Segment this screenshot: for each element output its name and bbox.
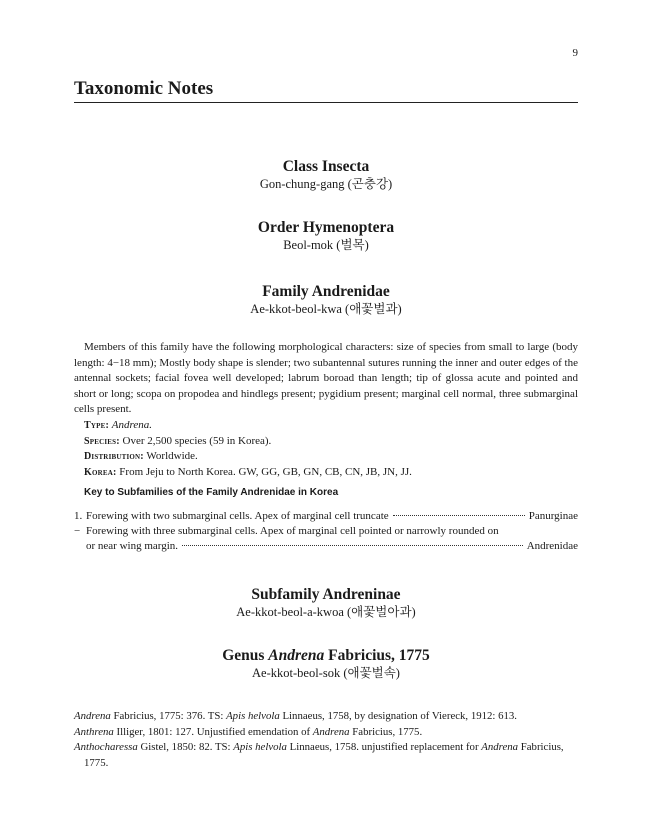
subfamily-heading (74, 585, 578, 620)
key-couplet (74, 524, 578, 539)
couplet-continuation (74, 539, 578, 554)
synonym-entry: Andrena Fabricius, 1775: 376. TS: Apis helvola Linnaeus, 1758, by designation of Viereck, 1912: 613. (74, 710, 518, 722)
distribution-field (74, 449, 578, 465)
page-number: 9 (572, 47, 578, 59)
family-description-block (74, 340, 578, 480)
family-description: Members of this family have the following morphological characters: size of species from small to large (body length: 4−18 mm); Mostly body shape is slender; two subantennal sutures running the inner and outer edges of the antennal sockets; facial fovea well developed; labrum boroad than length; tip of glossa acute and pointed and short or long; scopa on propodea and hindlegs present; pygidium present; marginal cell normal, three submarginal cells present. (74, 341, 578, 416)
dot-leader (182, 545, 523, 546)
korea-value: From Jeju to North Korea. GW, GG, GB, GN, CB, CN, JB, JN, JJ. (119, 465, 412, 478)
species-value: Over 2,500 species (59 in Korea). (122, 434, 272, 447)
synonym-entry: Anthocharessa Gistel, 1850: 82. TS: Apis helvola Linnaeus, 1758. unjustified replacement for Andrena Fabricius, 1775. (74, 741, 564, 769)
dot-leader (393, 515, 525, 516)
section-title: Taxonomic Notes (74, 78, 578, 103)
type-label: Type: (84, 419, 109, 431)
synonymy-list (74, 709, 578, 771)
key-heading: Key to Subfamilies of the Family Andrenidae in Korea (84, 487, 339, 498)
species-label: Species: (84, 435, 120, 447)
couplet-target: Panurginae (528, 510, 578, 522)
synonym-entry: Anthrena Illiger, 1801: 127. Unjustified emendation of Andrena Fabricius, 1775. (74, 725, 423, 738)
family-korean-name: Ae-kkot-beol-kwa (애꽃벌과) (250, 302, 402, 316)
class-heading (74, 157, 578, 192)
genus-name: Genus Andrena Fabricius, 1775 (222, 647, 430, 664)
genus-korean-name: Ae-kkot-beol-sok (애꽃벌속) (252, 666, 400, 680)
type-field (74, 418, 578, 434)
type-value: Andrena. (111, 418, 152, 431)
key-couplets (74, 509, 578, 554)
couplet-target: Andrenidae (526, 540, 578, 552)
key-couplet (74, 509, 578, 524)
class-korean-name: Gon-chung-gang (곤충강) (259, 177, 393, 191)
species-field (74, 434, 578, 450)
family-heading (74, 282, 578, 317)
distribution-label: Distribution: (84, 451, 144, 463)
korea-label: Korea: (84, 466, 117, 478)
korea-field (74, 465, 578, 481)
order-korean-name: Beol-mok (벌목) (283, 238, 369, 252)
couplet-text: Forewing with two submarginal cells. Apex of marginal cell truncate (86, 510, 389, 522)
order-heading (74, 218, 578, 253)
couplet-number: − (74, 525, 81, 537)
couplet-text-continued: or near wing margin. (86, 540, 179, 552)
genus-heading (74, 646, 578, 681)
couplet-text: Forewing with three submarginal cells. Apex of marginal cell pointed or narrowly rounded on (86, 525, 499, 537)
subfamily-korean-name: Ae-kkot-beol-a-kwoa (애꽃벌아과) (236, 605, 416, 619)
family-name: Family Andrenidae (262, 283, 390, 300)
order-name: Order Hymenoptera (257, 219, 395, 236)
distribution-value: Worldwide. (146, 450, 198, 463)
class-name: Class Insecta (282, 158, 370, 175)
couplet-number: 1. (74, 510, 83, 522)
subfamily-name: Subfamily Andreninae (251, 586, 401, 603)
